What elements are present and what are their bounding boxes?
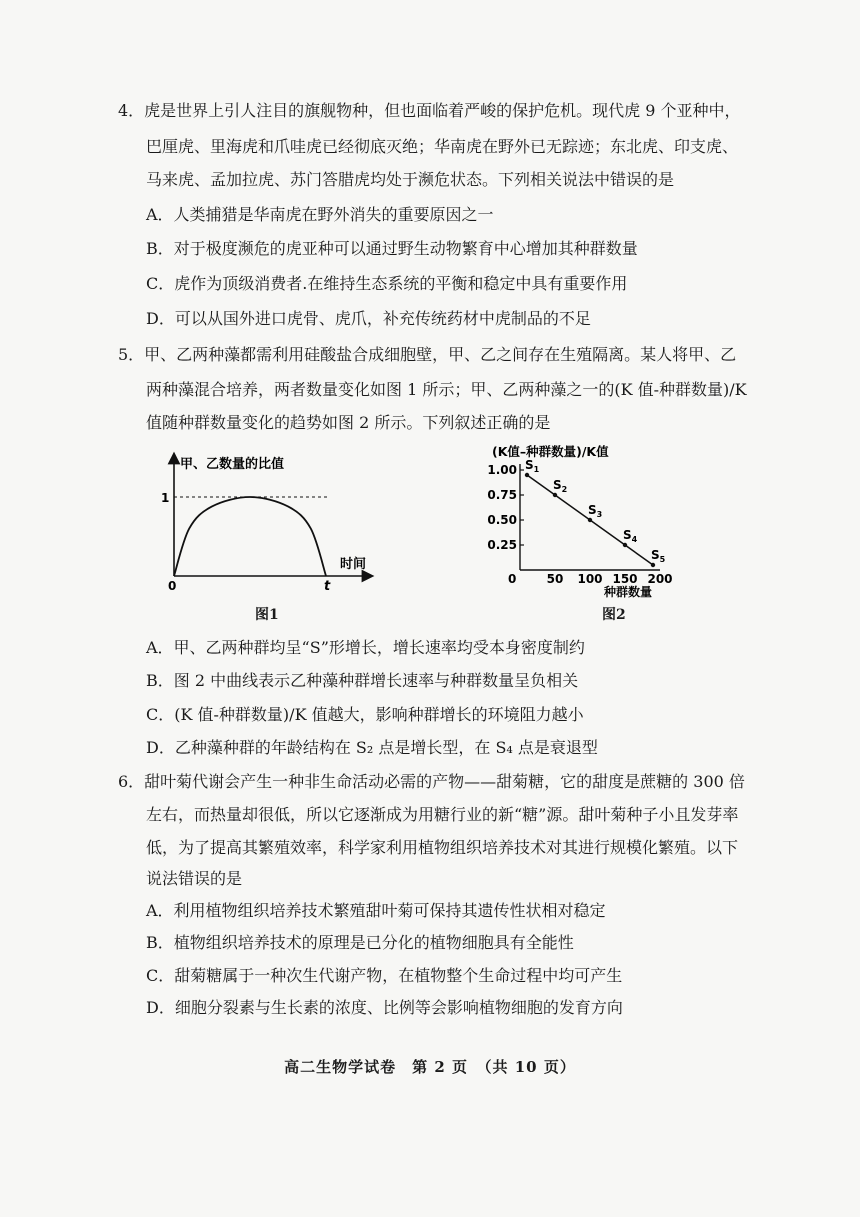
fig1-y-label: 甲、乙数量的比值 bbox=[180, 457, 285, 472]
page-footer: 高二生物学试卷 第 2 页 （共 10 页） bbox=[284, 1058, 576, 1076]
fig2-point-label-s3: $S_3$ bbox=[588, 503, 603, 519]
fig2-point-label-s2: $S_2$ bbox=[553, 478, 568, 494]
q6-stem-line-1: 6．甜叶菊代谢会产生一种非生命活动必需的产物——甜菊糖，它的甜度是蔗糖的 300 倍 bbox=[118, 772, 745, 791]
fig2-y-label: (K值–种群数量)/K值 bbox=[492, 444, 609, 459]
figure-2-caption: 图2 bbox=[602, 607, 626, 623]
q5-option-a[interactable]: A．甲、乙两种群均呈“S”形增长，增长速率均受本身密度制约 bbox=[146, 638, 585, 657]
fig2-y-tick-label: 0.25 bbox=[487, 538, 517, 552]
figure-2-chart bbox=[480, 440, 690, 605]
fig1-curve bbox=[174, 497, 326, 576]
fig1-y-tick-1: 1 bbox=[161, 491, 170, 505]
q5-stem-line-2: 两种藻混合培养，两者数量变化如图 1 所示；甲、乙两种藻之一的(K 值-种群数量)/K bbox=[146, 380, 747, 399]
q5-option-c[interactable]: C．(K 值-种群数量)/K 值越大，影响种群增长的环境阻力越小 bbox=[146, 705, 584, 724]
fig1-x-label: 时间 bbox=[340, 557, 367, 572]
q6-stem-line-4: 说法错误的是 bbox=[146, 869, 243, 888]
fig2-x-tick-label: 150 bbox=[612, 572, 638, 586]
fig2-point-s3 bbox=[588, 518, 592, 522]
q5-stem-line-3: 值随种群数量变化的趋势如图 2 所示。下列叙述正确的是 bbox=[146, 413, 551, 432]
q4-stem-line-2: 巴厘虎、里海虎和爪哇虎已经彻底灭绝；华南虎在野外已无踪迹；东北虎、印支虎、 bbox=[146, 137, 739, 156]
fig1-origin: 0 bbox=[168, 579, 177, 593]
q4-stem-line-1: 4．虎是世界上引人注目的旗舰物种，但也面临着严峻的保护危机。现代虎 9 个亚种中， bbox=[118, 101, 741, 120]
q6-option-c[interactable]: C．甜菊糖属于一种次生代谢产物，在植物整个生命过程中均可产生 bbox=[146, 966, 623, 985]
fig2-y-tick-label: 0.75 bbox=[487, 488, 517, 502]
q4-option-d[interactable]: D．可以从国外进口虎骨、虎爪，补充传统药材中虎制品的不足 bbox=[146, 309, 591, 328]
fig2-x-tick-label: 50 bbox=[546, 572, 564, 586]
q4-option-c[interactable]: C．虎作为顶级消费者.在维持生态系统的平衡和稳定中具有重要作用 bbox=[146, 274, 628, 293]
figure-1-caption: 图1 bbox=[255, 607, 279, 623]
q6-stem-line-3: 低，为了提高其繁殖效率，科学家利用植物组织培养技术对其进行规模化繁殖。以下 bbox=[146, 838, 739, 857]
fig2-y-tick-label: 0.50 bbox=[487, 513, 517, 527]
q6-option-d[interactable]: D．细胞分裂素与生长素的浓度、比例等会影响植物细胞的发育方向 bbox=[146, 998, 623, 1017]
fig2-x-tick-label: 200 bbox=[647, 572, 673, 586]
q6-option-b[interactable]: B．植物组织培养技术的原理是已分化的植物细胞具有全能性 bbox=[146, 933, 574, 952]
q5-option-b[interactable]: B．图 2 中曲线表示乙种藻种群增长速率与种群数量呈负相关 bbox=[146, 671, 579, 690]
fig2-x-tick-label: 100 bbox=[577, 572, 603, 586]
fig2-point-label-s4: $S_4$ bbox=[623, 528, 638, 544]
fig2-point-label-s1: $S_1$ bbox=[525, 458, 540, 474]
fig2-point-s1 bbox=[525, 473, 529, 477]
fig2-point-s2 bbox=[553, 493, 557, 497]
q4-option-b[interactable]: B．对于极度濒危的虎亚种可以通过野生动物繁育中心增加其种群数量 bbox=[146, 239, 638, 258]
fig2-point-s5 bbox=[651, 563, 655, 567]
q6-stem-line-2: 左右，而热量却很低，所以它逐渐成为用糖行业的新“糖”源。甜叶菊种子小且发芽率 bbox=[146, 805, 739, 824]
fig1-x-end: t bbox=[324, 579, 331, 594]
figure-1-chart bbox=[150, 450, 390, 600]
q6-option-a[interactable]: A．利用植物组织培养技术繁殖甜叶菊可保持其遗传性状相对稳定 bbox=[146, 901, 606, 920]
q5-stem-line-1: 5．甲、乙两种藻都需利用硅酸盐合成细胞壁，甲、乙之间存在生殖隔离。某人将甲、乙 bbox=[118, 345, 737, 364]
fig2-point-label-s5: $S_5$ bbox=[651, 548, 666, 564]
fig2-point-s4 bbox=[623, 543, 627, 547]
q4-stem-line-3: 马来虎、孟加拉虎、苏门答腊虎均处于濒危状态。下列相关说法中错误的是 bbox=[146, 170, 675, 189]
fig2-origin: 0 bbox=[508, 572, 517, 586]
fig2-x-label: 种群数量 bbox=[604, 585, 653, 599]
fig2-y-tick-label: 1.00 bbox=[487, 463, 517, 477]
q4-option-a[interactable]: A．人类捕猎是华南虎在野外消失的重要原因之一 bbox=[146, 205, 494, 224]
q5-option-d[interactable]: D．乙种藻种群的年龄结构在 S₂ 点是增长型，在 S₄ 点是衰退型 bbox=[146, 738, 598, 757]
